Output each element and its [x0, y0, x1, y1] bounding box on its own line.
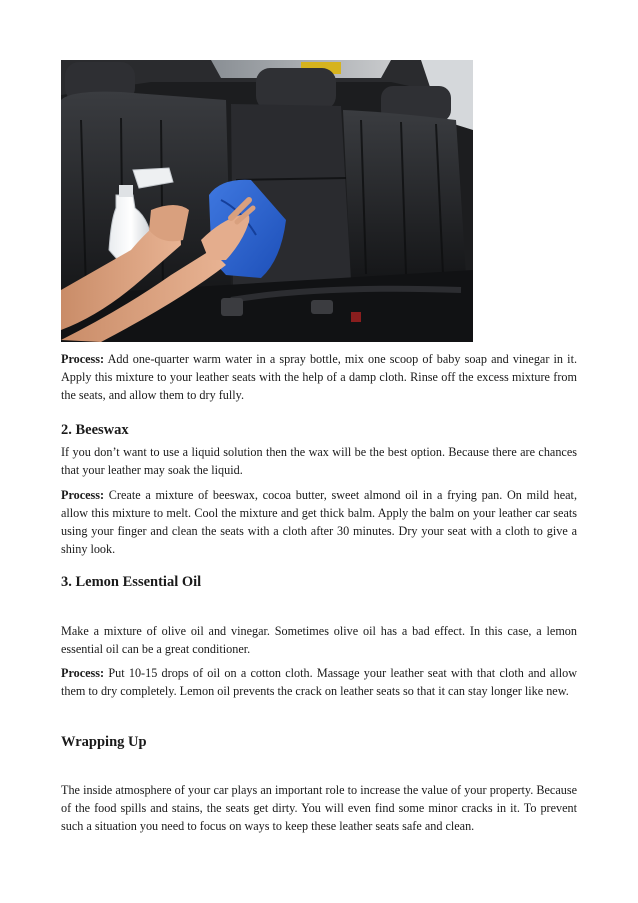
wrapping-up-paragraph: The inside atmosphere of your car plays an important role to increase the value of your property. Because of the food spills and stains, the seats get dirty. You will even find some minor cracks in it. To prevent such a situation you need to focus on ways to keep these leather seats safe and clean. [61, 783, 577, 833]
leather-seat-cleaning-photo [61, 60, 473, 342]
process-label: Process: [61, 488, 105, 502]
section-heading-beeswax: 2. Beeswax [61, 422, 129, 438]
process-text: Create a mixture of beeswax, cocoa butter, sweet almond oil in a frying pan. On mild heat, allow this mixture to melt. Cool the mixture and get thick balm. Apply the balm on your leather car seats using your finger and clean the seats with a cloth after 30 minutes. Dry your seat with a cloth to give a shiny look. [61, 488, 577, 556]
beeswax-intro-paragraph: If you don’t want to use a liquid solution then the wax will be the best option. Because there are chances that your leather may soak the liquid. [61, 445, 577, 477]
lemon-process-paragraph [61, 664, 577, 700]
process-label: Process: [61, 352, 105, 366]
lemon-intro-paragraph: Make a mixture of olive oil and vinegar. Sometimes olive oil has a bad effect. In this case, a lemon essential oil can be a great conditioner. [61, 624, 577, 656]
process-label: Process: [61, 666, 105, 680]
beeswax-process-paragraph [61, 486, 577, 558]
section-heading-wrapping-up: Wrapping Up [61, 734, 147, 750]
intro-process-paragraph [61, 350, 577, 404]
process-text: Add one-quarter warm water in a spray bottle, mix one scoop of baby soap and vinegar in it. Apply this mixture to your leather seats with the help of a damp cloth. Rinse off the excess mixture from the seats, and allow them to dry fully. [61, 352, 577, 402]
process-text: Put 10-15 drops of oil on a cotton cloth. Massage your leather seat with that cloth and allow them to dry completely. Lemon oil prevents the crack on leather seats so that it can stay longer like new. [61, 666, 577, 698]
section-heading-lemon-oil: 3. Lemon Essential Oil [61, 574, 202, 590]
